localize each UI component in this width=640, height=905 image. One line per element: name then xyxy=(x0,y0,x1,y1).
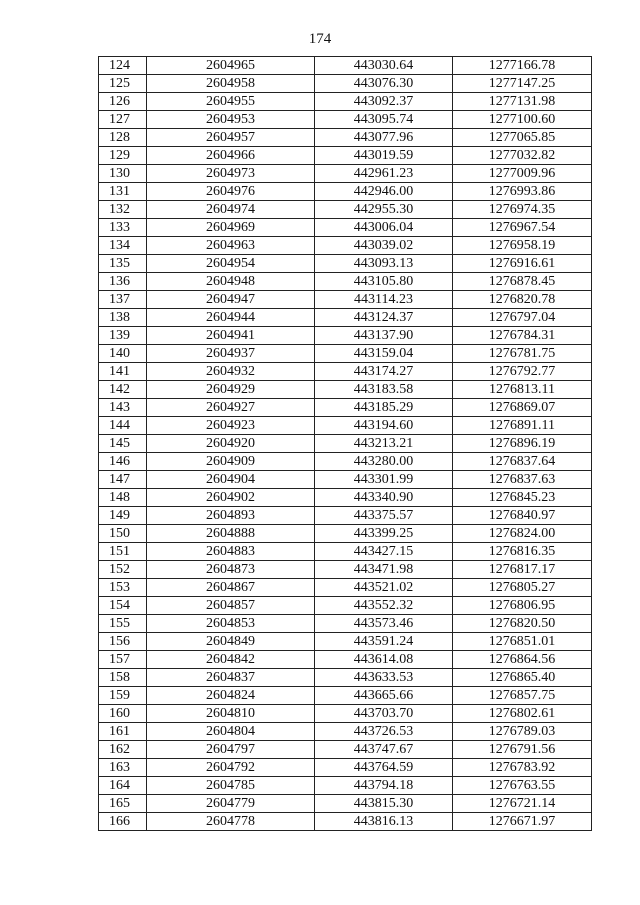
point-id-cell: 2604824 xyxy=(147,687,315,705)
coordinates-table-body xyxy=(99,57,592,831)
table-row xyxy=(99,111,592,129)
point-id-cell: 2604888 xyxy=(147,525,315,543)
x-coordinate-cell: 443747.67 xyxy=(315,741,453,759)
point-id-cell: 2604958 xyxy=(147,75,315,93)
y-coordinate-cell: 1276792.77 xyxy=(453,363,592,381)
point-id-cell: 2604893 xyxy=(147,507,315,525)
y-coordinate-cell: 1276813.11 xyxy=(453,381,592,399)
table-row xyxy=(99,291,592,309)
y-coordinate-cell: 1276805.27 xyxy=(453,579,592,597)
point-id-cell: 2604927 xyxy=(147,399,315,417)
point-id-cell: 2604920 xyxy=(147,435,315,453)
point-number-cell: 128 xyxy=(99,129,147,147)
point-number-cell: 138 xyxy=(99,309,147,327)
point-id-cell: 2604963 xyxy=(147,237,315,255)
point-id-cell: 2604867 xyxy=(147,579,315,597)
point-number-cell: 133 xyxy=(99,219,147,237)
point-number-cell: 149 xyxy=(99,507,147,525)
table-row xyxy=(99,93,592,111)
y-coordinate-cell: 1276671.97 xyxy=(453,813,592,831)
table-row xyxy=(99,417,592,435)
y-coordinate-cell: 1277147.25 xyxy=(453,75,592,93)
table-row xyxy=(99,435,592,453)
point-number-cell: 146 xyxy=(99,453,147,471)
x-coordinate-cell: 443764.59 xyxy=(315,759,453,777)
y-coordinate-cell: 1277009.96 xyxy=(453,165,592,183)
y-coordinate-cell: 1276820.78 xyxy=(453,291,592,309)
point-number-cell: 162 xyxy=(99,741,147,759)
table-row xyxy=(99,741,592,759)
point-id-cell: 2604957 xyxy=(147,129,315,147)
table-row xyxy=(99,57,592,75)
x-coordinate-cell: 443794.18 xyxy=(315,777,453,795)
point-id-cell: 2604929 xyxy=(147,381,315,399)
point-number-cell: 164 xyxy=(99,777,147,795)
x-coordinate-cell: 443573.46 xyxy=(315,615,453,633)
point-number-cell: 139 xyxy=(99,327,147,345)
point-id-cell: 2604810 xyxy=(147,705,315,723)
table-row xyxy=(99,345,592,363)
point-number-cell: 153 xyxy=(99,579,147,597)
y-coordinate-cell: 1276916.61 xyxy=(453,255,592,273)
x-coordinate-cell: 443095.74 xyxy=(315,111,453,129)
x-coordinate-cell: 443077.96 xyxy=(315,129,453,147)
table-row xyxy=(99,615,592,633)
point-id-cell: 2604909 xyxy=(147,453,315,471)
x-coordinate-cell: 443006.04 xyxy=(315,219,453,237)
point-number-cell: 135 xyxy=(99,255,147,273)
point-number-cell: 157 xyxy=(99,651,147,669)
y-coordinate-cell: 1276797.04 xyxy=(453,309,592,327)
x-coordinate-cell: 443092.37 xyxy=(315,93,453,111)
table-row xyxy=(99,543,592,561)
point-number-cell: 132 xyxy=(99,201,147,219)
table-row xyxy=(99,237,592,255)
point-number-cell: 152 xyxy=(99,561,147,579)
x-coordinate-cell: 443591.24 xyxy=(315,633,453,651)
point-id-cell: 2604955 xyxy=(147,93,315,111)
y-coordinate-cell: 1276851.01 xyxy=(453,633,592,651)
x-coordinate-cell: 443427.15 xyxy=(315,543,453,561)
y-coordinate-cell: 1276840.97 xyxy=(453,507,592,525)
y-coordinate-cell: 1277100.60 xyxy=(453,111,592,129)
x-coordinate-cell: 443280.00 xyxy=(315,453,453,471)
y-coordinate-cell: 1276763.55 xyxy=(453,777,592,795)
y-coordinate-cell: 1276993.86 xyxy=(453,183,592,201)
table-row xyxy=(99,561,592,579)
y-coordinate-cell: 1276806.95 xyxy=(453,597,592,615)
y-coordinate-cell: 1276784.31 xyxy=(453,327,592,345)
point-id-cell: 2604954 xyxy=(147,255,315,273)
table-row xyxy=(99,723,592,741)
y-coordinate-cell: 1276783.92 xyxy=(453,759,592,777)
y-coordinate-cell: 1276967.54 xyxy=(453,219,592,237)
x-coordinate-cell: 443076.30 xyxy=(315,75,453,93)
x-coordinate-cell: 443105.80 xyxy=(315,273,453,291)
table-row xyxy=(99,219,592,237)
table-row xyxy=(99,651,592,669)
point-number-cell: 158 xyxy=(99,669,147,687)
point-id-cell: 2604944 xyxy=(147,309,315,327)
point-id-cell: 2604904 xyxy=(147,471,315,489)
point-number-cell: 166 xyxy=(99,813,147,831)
point-number-cell: 137 xyxy=(99,291,147,309)
x-coordinate-cell: 443019.59 xyxy=(315,147,453,165)
table-row xyxy=(99,273,592,291)
y-coordinate-cell: 1276816.35 xyxy=(453,543,592,561)
y-coordinate-cell: 1276891.11 xyxy=(453,417,592,435)
point-number-cell: 155 xyxy=(99,615,147,633)
point-number-cell: 163 xyxy=(99,759,147,777)
y-coordinate-cell: 1276781.75 xyxy=(453,345,592,363)
y-coordinate-cell: 1276857.75 xyxy=(453,687,592,705)
y-coordinate-cell: 1276791.56 xyxy=(453,741,592,759)
table-row xyxy=(99,309,592,327)
table-row xyxy=(99,255,592,273)
point-number-cell: 134 xyxy=(99,237,147,255)
point-id-cell: 2604804 xyxy=(147,723,315,741)
point-number-cell: 130 xyxy=(99,165,147,183)
x-coordinate-cell: 443340.90 xyxy=(315,489,453,507)
point-number-cell: 124 xyxy=(99,57,147,75)
point-id-cell: 2604792 xyxy=(147,759,315,777)
point-id-cell: 2604947 xyxy=(147,291,315,309)
point-id-cell: 2604937 xyxy=(147,345,315,363)
x-coordinate-cell: 443185.29 xyxy=(315,399,453,417)
y-coordinate-cell: 1276837.63 xyxy=(453,471,592,489)
point-number-cell: 127 xyxy=(99,111,147,129)
point-number-cell: 143 xyxy=(99,399,147,417)
point-number-cell: 160 xyxy=(99,705,147,723)
y-coordinate-cell: 1277032.82 xyxy=(453,147,592,165)
table-row xyxy=(99,489,592,507)
y-coordinate-cell: 1276789.03 xyxy=(453,723,592,741)
point-id-cell: 2604837 xyxy=(147,669,315,687)
point-id-cell: 2604785 xyxy=(147,777,315,795)
table-row xyxy=(99,381,592,399)
point-number-cell: 129 xyxy=(99,147,147,165)
point-id-cell: 2604966 xyxy=(147,147,315,165)
y-coordinate-cell: 1276817.17 xyxy=(453,561,592,579)
point-number-cell: 151 xyxy=(99,543,147,561)
table-row xyxy=(99,399,592,417)
x-coordinate-cell: 443726.53 xyxy=(315,723,453,741)
x-coordinate-cell: 443375.57 xyxy=(315,507,453,525)
point-number-cell: 142 xyxy=(99,381,147,399)
x-coordinate-cell: 443665.66 xyxy=(315,687,453,705)
point-number-cell: 125 xyxy=(99,75,147,93)
y-coordinate-cell: 1276802.61 xyxy=(453,705,592,723)
point-id-cell: 2604976 xyxy=(147,183,315,201)
x-coordinate-cell: 443183.58 xyxy=(315,381,453,399)
y-coordinate-cell: 1276837.64 xyxy=(453,453,592,471)
y-coordinate-cell: 1276865.40 xyxy=(453,669,592,687)
point-number-cell: 145 xyxy=(99,435,147,453)
table-row xyxy=(99,759,592,777)
table-row xyxy=(99,633,592,651)
x-coordinate-cell: 443124.37 xyxy=(315,309,453,327)
x-coordinate-cell: 442955.30 xyxy=(315,201,453,219)
table-row xyxy=(99,813,592,831)
point-number-cell: 161 xyxy=(99,723,147,741)
x-coordinate-cell: 443471.98 xyxy=(315,561,453,579)
table-row xyxy=(99,579,592,597)
x-coordinate-cell: 443633.53 xyxy=(315,669,453,687)
x-coordinate-cell: 442946.00 xyxy=(315,183,453,201)
point-number-cell: 154 xyxy=(99,597,147,615)
point-id-cell: 2604883 xyxy=(147,543,315,561)
table-row xyxy=(99,453,592,471)
point-number-cell: 150 xyxy=(99,525,147,543)
x-coordinate-cell: 443703.70 xyxy=(315,705,453,723)
point-number-cell: 141 xyxy=(99,363,147,381)
point-id-cell: 2604973 xyxy=(147,165,315,183)
x-coordinate-cell: 443614.08 xyxy=(315,651,453,669)
y-coordinate-cell: 1276845.23 xyxy=(453,489,592,507)
x-coordinate-cell: 443030.64 xyxy=(315,57,453,75)
x-coordinate-cell: 443399.25 xyxy=(315,525,453,543)
table-row xyxy=(99,597,592,615)
table-row xyxy=(99,669,592,687)
y-coordinate-cell: 1276869.07 xyxy=(453,399,592,417)
x-coordinate-cell: 443114.23 xyxy=(315,291,453,309)
point-id-cell: 2604948 xyxy=(147,273,315,291)
point-id-cell: 2604842 xyxy=(147,651,315,669)
y-coordinate-cell: 1276864.56 xyxy=(453,651,592,669)
coordinates-table xyxy=(98,56,592,831)
x-coordinate-cell: 443174.27 xyxy=(315,363,453,381)
table-row xyxy=(99,183,592,201)
point-number-cell: 136 xyxy=(99,273,147,291)
point-id-cell: 2604969 xyxy=(147,219,315,237)
point-id-cell: 2604797 xyxy=(147,741,315,759)
table-row xyxy=(99,471,592,489)
point-id-cell: 2604974 xyxy=(147,201,315,219)
y-coordinate-cell: 1276824.00 xyxy=(453,525,592,543)
point-id-cell: 2604932 xyxy=(147,363,315,381)
x-coordinate-cell: 443301.99 xyxy=(315,471,453,489)
table-row xyxy=(99,147,592,165)
point-number-cell: 147 xyxy=(99,471,147,489)
table-row xyxy=(99,75,592,93)
x-coordinate-cell: 443816.13 xyxy=(315,813,453,831)
page-number: 174 xyxy=(308,31,332,47)
table-row xyxy=(99,525,592,543)
x-coordinate-cell: 443815.30 xyxy=(315,795,453,813)
point-id-cell: 2604779 xyxy=(147,795,315,813)
x-coordinate-cell: 443159.04 xyxy=(315,345,453,363)
x-coordinate-cell: 443039.02 xyxy=(315,237,453,255)
x-coordinate-cell: 442961.23 xyxy=(315,165,453,183)
table-row xyxy=(99,201,592,219)
point-id-cell: 2604857 xyxy=(147,597,315,615)
point-id-cell: 2604873 xyxy=(147,561,315,579)
table-row xyxy=(99,507,592,525)
point-number-cell: 165 xyxy=(99,795,147,813)
point-id-cell: 2604923 xyxy=(147,417,315,435)
y-coordinate-cell: 1277065.85 xyxy=(453,129,592,147)
point-number-cell: 144 xyxy=(99,417,147,435)
point-id-cell: 2604941 xyxy=(147,327,315,345)
point-id-cell: 2604778 xyxy=(147,813,315,831)
y-coordinate-cell: 1276721.14 xyxy=(453,795,592,813)
table-row xyxy=(99,129,592,147)
y-coordinate-cell: 1276878.45 xyxy=(453,273,592,291)
table-row xyxy=(99,795,592,813)
point-id-cell: 2604849 xyxy=(147,633,315,651)
x-coordinate-cell: 443521.02 xyxy=(315,579,453,597)
x-coordinate-cell: 443093.13 xyxy=(315,255,453,273)
point-id-cell: 2604902 xyxy=(147,489,315,507)
table-row xyxy=(99,687,592,705)
point-number-cell: 159 xyxy=(99,687,147,705)
y-coordinate-cell: 1276820.50 xyxy=(453,615,592,633)
table-row xyxy=(99,705,592,723)
table-row xyxy=(99,327,592,345)
point-id-cell: 2604965 xyxy=(147,57,315,75)
point-id-cell: 2604853 xyxy=(147,615,315,633)
point-number-cell: 126 xyxy=(99,93,147,111)
x-coordinate-cell: 443552.32 xyxy=(315,597,453,615)
point-number-cell: 131 xyxy=(99,183,147,201)
y-coordinate-cell: 1276974.35 xyxy=(453,201,592,219)
point-id-cell: 2604953 xyxy=(147,111,315,129)
y-coordinate-cell: 1276896.19 xyxy=(453,435,592,453)
x-coordinate-cell: 443194.60 xyxy=(315,417,453,435)
x-coordinate-cell: 443137.90 xyxy=(315,327,453,345)
y-coordinate-cell: 1277131.98 xyxy=(453,93,592,111)
table-row xyxy=(99,777,592,795)
table-row xyxy=(99,363,592,381)
x-coordinate-cell: 443213.21 xyxy=(315,435,453,453)
point-number-cell: 148 xyxy=(99,489,147,507)
y-coordinate-cell: 1276958.19 xyxy=(453,237,592,255)
point-number-cell: 140 xyxy=(99,345,147,363)
y-coordinate-cell: 1277166.78 xyxy=(453,57,592,75)
table-row xyxy=(99,165,592,183)
point-number-cell: 156 xyxy=(99,633,147,651)
